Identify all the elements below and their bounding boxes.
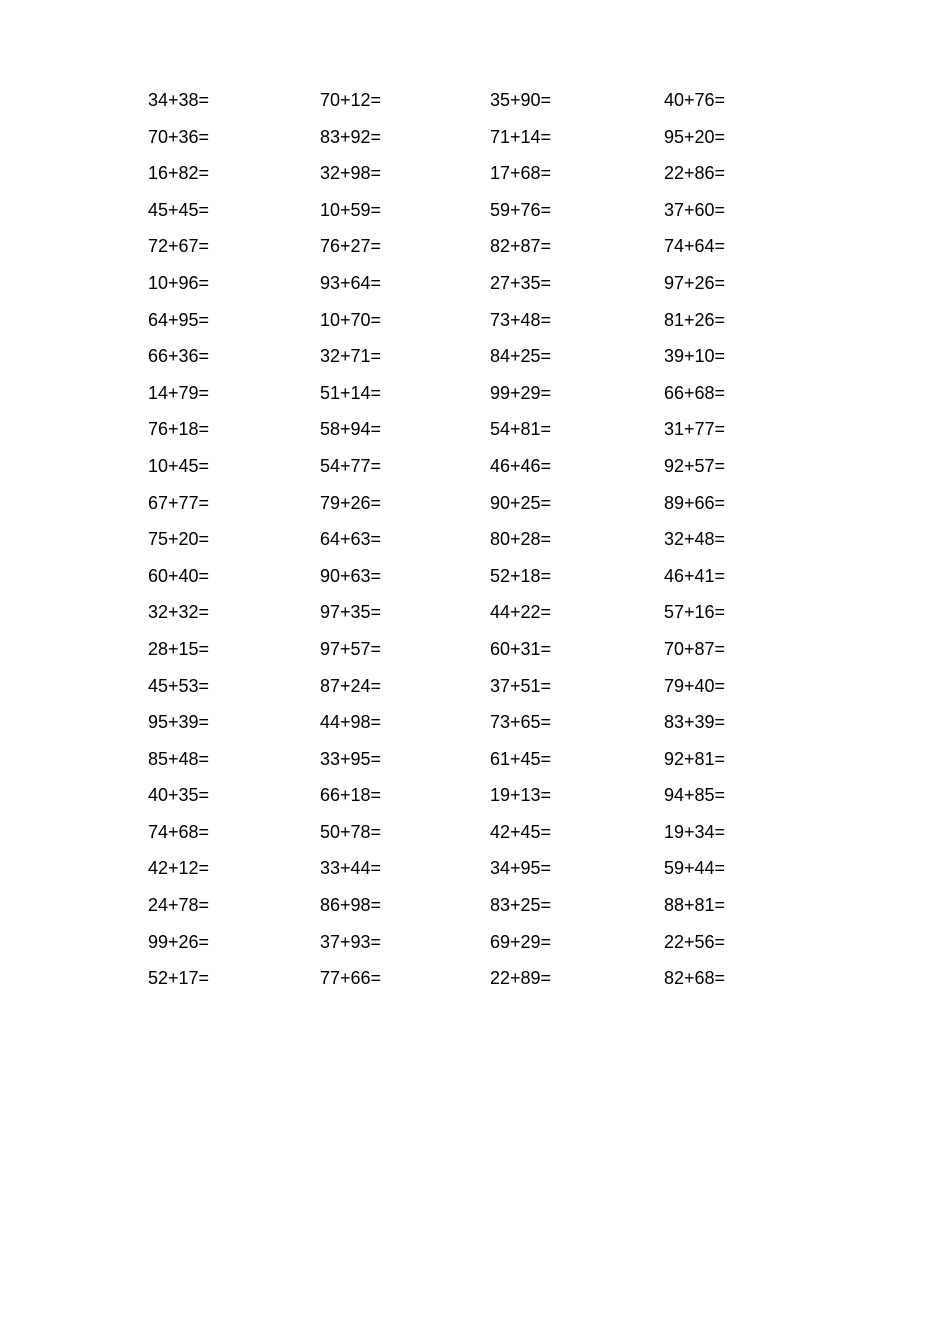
- addition-problem: 46+41=: [664, 565, 726, 586]
- addition-problem: 95+39=: [148, 712, 210, 733]
- problem-row: [148, 525, 788, 562]
- addition-problem: 33+95=: [320, 748, 382, 769]
- problem-row: [148, 562, 788, 599]
- addition-problem: 82+87=: [490, 236, 552, 257]
- addition-problem: 66+36=: [148, 346, 210, 367]
- addition-problem: 76+18=: [148, 419, 210, 440]
- addition-problem: 71+14=: [490, 126, 552, 147]
- problem-row: [148, 86, 788, 123]
- addition-problem: 70+12=: [320, 90, 382, 110]
- addition-problem: 28+15=: [148, 638, 210, 659]
- addition-problem: 17+68=: [490, 163, 552, 184]
- addition-problem: 99+26=: [148, 931, 210, 952]
- addition-problem: 84+25=: [490, 346, 552, 367]
- problem-row: [148, 489, 788, 526]
- problem-row: [148, 379, 788, 416]
- addition-problem: 74+64=: [664, 236, 726, 257]
- addition-problem: 42+12=: [148, 858, 210, 879]
- addition-problem: 83+39=: [664, 712, 726, 733]
- addition-problem: 10+70=: [320, 309, 382, 330]
- addition-problem: 24+78=: [148, 895, 210, 916]
- problem-row: [148, 672, 788, 709]
- addition-problem: 66+18=: [320, 785, 382, 806]
- addition-problem: 97+57=: [320, 638, 382, 659]
- addition-problem: 59+76=: [490, 199, 552, 220]
- addition-problem: 83+92=: [320, 126, 382, 147]
- addition-problem: 44+98=: [320, 712, 382, 733]
- addition-problem: 59+44=: [664, 858, 726, 879]
- addition-problem: 33+44=: [320, 858, 382, 879]
- addition-problem: 10+45=: [148, 455, 210, 476]
- problem-row: [148, 269, 788, 306]
- addition-problem: 19+13=: [490, 785, 552, 806]
- addition-problem: 90+63=: [320, 565, 382, 586]
- addition-problem: 61+45=: [490, 748, 552, 769]
- problem-row: [148, 196, 788, 233]
- addition-problem: 57+16=: [664, 602, 726, 623]
- addition-problem: 40+35=: [148, 785, 210, 806]
- addition-problem: 32+71=: [320, 346, 382, 367]
- addition-problem: 22+86=: [664, 163, 726, 184]
- addition-problem: 64+63=: [320, 529, 382, 550]
- problem-row: [148, 964, 788, 1001]
- addition-problem: 35+90=: [490, 90, 552, 110]
- addition-problem: 99+29=: [490, 382, 552, 403]
- addition-problem: 54+77=: [320, 455, 382, 476]
- addition-problem: 95+20=: [664, 126, 726, 147]
- addition-problem: 45+53=: [148, 675, 210, 696]
- problem-row: [148, 928, 788, 965]
- addition-problem: 14+79=: [148, 382, 210, 403]
- addition-problem: 70+36=: [148, 126, 210, 147]
- addition-problem: 42+45=: [490, 821, 552, 842]
- addition-problem: 79+26=: [320, 492, 382, 513]
- addition-problem: 76+27=: [320, 236, 382, 257]
- addition-problem: 94+85=: [664, 785, 726, 806]
- addition-problem: 83+25=: [490, 895, 552, 916]
- addition-problem: 64+95=: [148, 309, 210, 330]
- problem-row: [148, 159, 788, 196]
- addition-problem: 90+25=: [490, 492, 552, 513]
- addition-problem: 22+56=: [664, 931, 726, 952]
- addition-problem: 22+89=: [490, 968, 552, 989]
- problem-row: [148, 818, 788, 855]
- addition-problem: 52+17=: [148, 968, 210, 989]
- addition-problem: 77+66=: [320, 968, 382, 989]
- addition-problem: 31+77=: [664, 419, 726, 440]
- addition-problem: 51+14=: [320, 382, 382, 403]
- addition-problem: 16+82=: [148, 163, 210, 184]
- addition-problem: 39+10=: [664, 346, 726, 367]
- addition-problem: 10+59=: [320, 199, 382, 220]
- addition-problem: 92+81=: [664, 748, 726, 769]
- addition-problem: 34+95=: [490, 858, 552, 879]
- addition-problem: 32+98=: [320, 163, 382, 184]
- addition-problem: 69+29=: [490, 931, 552, 952]
- addition-problem: 60+31=: [490, 638, 552, 659]
- addition-problem: 93+64=: [320, 272, 382, 293]
- addition-problem: 52+18=: [490, 565, 552, 586]
- problem-row: [148, 891, 788, 928]
- addition-problem: 32+48=: [664, 529, 726, 550]
- problem-row: [148, 452, 788, 489]
- addition-problem: 74+68=: [148, 821, 210, 842]
- addition-problem: 97+35=: [320, 602, 382, 623]
- addition-problem: 34+38=: [148, 90, 210, 110]
- addition-problem: 88+81=: [664, 895, 726, 916]
- addition-problem: 73+65=: [490, 712, 552, 733]
- addition-problem: 19+34=: [664, 821, 726, 842]
- addition-problem: 97+26=: [664, 272, 726, 293]
- addition-problem: 73+48=: [490, 309, 552, 330]
- addition-problem: 32+32=: [148, 602, 210, 623]
- addition-problem: 80+28=: [490, 529, 552, 550]
- addition-problem: 89+66=: [664, 492, 726, 513]
- problem-row: [148, 123, 788, 160]
- addition-problem: 45+45=: [148, 199, 210, 220]
- addition-problem: 50+78=: [320, 821, 382, 842]
- problem-row: [148, 232, 788, 269]
- problem-row: [148, 854, 788, 891]
- addition-problem: 87+24=: [320, 675, 382, 696]
- addition-problem: 60+40=: [148, 565, 210, 586]
- addition-problem: 79+40=: [664, 675, 726, 696]
- addition-problem: 81+26=: [664, 309, 726, 330]
- addition-problem: 44+22=: [490, 602, 552, 623]
- addition-problem: 46+46=: [490, 455, 552, 476]
- problem-row: [148, 781, 788, 818]
- addition-problem: 67+77=: [148, 492, 210, 513]
- problem-row: [148, 415, 788, 452]
- addition-problem: 70+87=: [664, 638, 726, 659]
- addition-problem: 40+76=: [664, 90, 726, 110]
- addition-problem: 27+35=: [490, 272, 552, 293]
- addition-problem: 85+48=: [148, 748, 210, 769]
- problem-row: [148, 635, 788, 672]
- problem-row: [148, 708, 788, 745]
- addition-problem: 37+51=: [490, 675, 552, 696]
- addition-problem: 66+68=: [664, 382, 726, 403]
- problem-row: [148, 598, 788, 635]
- problem-row: [148, 306, 788, 343]
- addition-problem: 37+60=: [664, 199, 726, 220]
- problem-row: [148, 745, 788, 782]
- addition-problem: 37+93=: [320, 931, 382, 952]
- addition-problem: 54+81=: [490, 419, 552, 440]
- addition-problem: 92+57=: [664, 455, 726, 476]
- problem-grid: [148, 86, 788, 1001]
- problem-row: [148, 342, 788, 379]
- addition-problem: 72+67=: [148, 236, 210, 257]
- addition-problem: 86+98=: [320, 895, 382, 916]
- addition-problem: 82+68=: [664, 968, 726, 989]
- addition-problem: 10+96=: [148, 272, 210, 293]
- addition-problem: 75+20=: [148, 529, 210, 550]
- addition-problem: 58+94=: [320, 419, 382, 440]
